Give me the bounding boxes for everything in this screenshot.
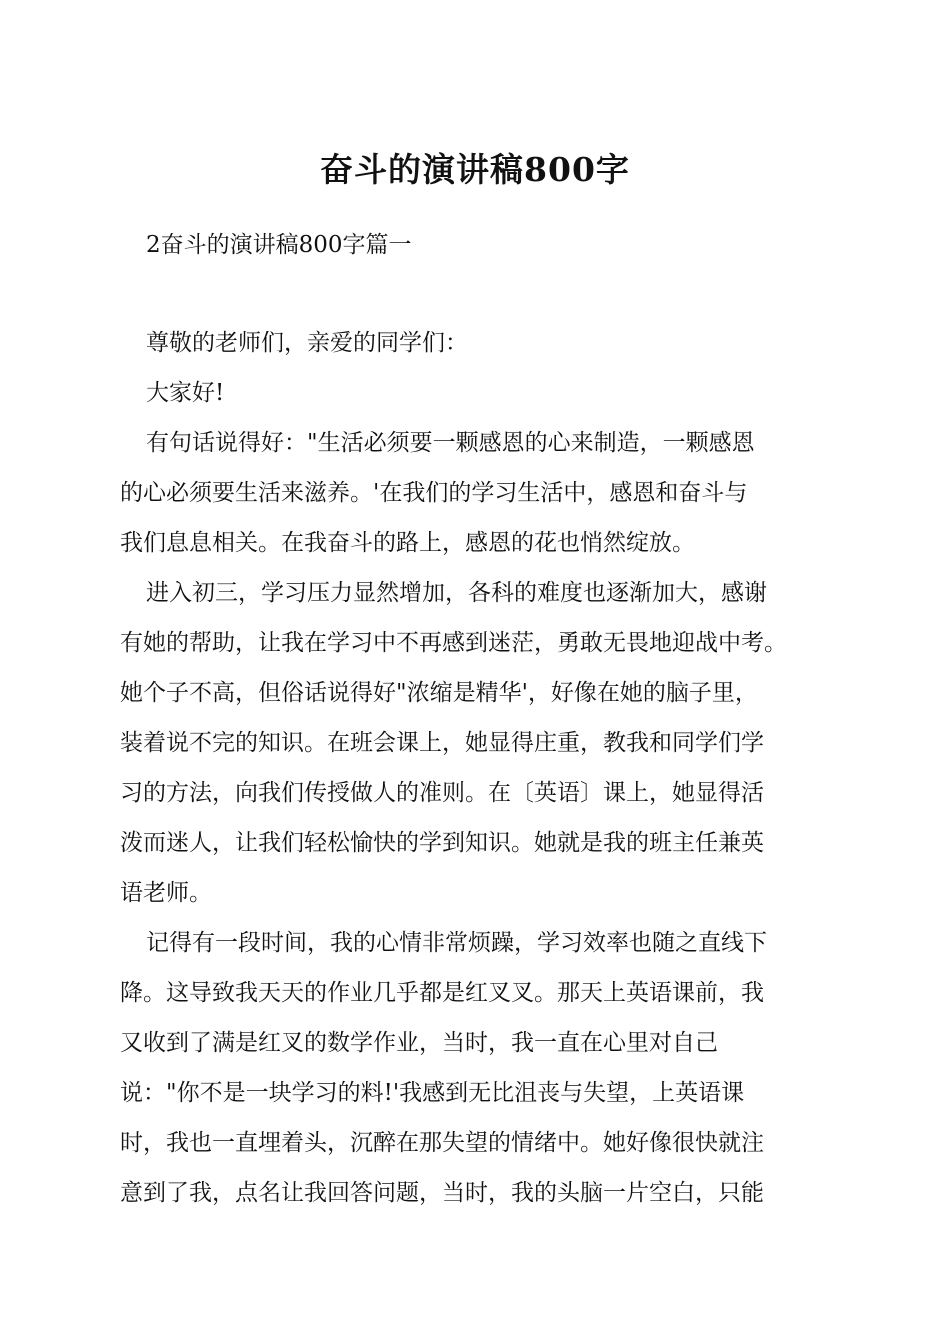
body-line: 进入初三，学习压力显然增加，各科的难度也逐渐加大，感谢: [146, 580, 767, 606]
body-line: 又收到了满是红叉的数学作业，当时，我一直在心里对自己: [120, 1030, 718, 1056]
body-line: 泼而迷人，让我们轻松愉快的学到知识。她就是我的班主任兼英: [120, 830, 764, 856]
body-line: 记得有一段时间，我的心情非常烦躁，学习效率也随之直线下: [146, 930, 767, 956]
body-line: 降。这导致我天天的作业几乎都是红叉叉。那天上英语课前，我: [120, 980, 764, 1006]
body-line: 意到了我，点名让我回答问题，当时，我的头脑一片空白，只能: [120, 1180, 764, 1206]
body-line: 装着说不完的知识。在班会课上，她显得庄重，教我和同学们学: [120, 730, 764, 756]
section-heading: 2奋斗的演讲稿800字篇一: [146, 232, 412, 258]
body-line: 语老师。: [120, 880, 212, 906]
body-line: 的心必须要生活来滋养。'在我们的学习生活中，感恩和奋斗与: [120, 480, 748, 506]
body-line: 有句话说得好："生活必须要一颗感恩的心来制造，一颗感恩: [146, 430, 755, 456]
body-line: 说："你不是一块学习的料!'我感到无比沮丧与失望，上英语课: [120, 1080, 745, 1106]
body-line: 习的方法，向我们传授做人的准则。在〔英语〕课上，她显得活: [120, 780, 764, 806]
document-title: 奋斗的演讲稿800字: [320, 150, 630, 189]
body-line: 我们息息相关。在我奋斗的路上，感恩的花也悄然绽放。: [120, 530, 695, 556]
body-line-salutation: 尊敬的老师们，亲爱的同学们：: [146, 330, 468, 356]
body-line: 时，我也一直埋着头，沉醉在那失望的情绪中。她好像很快就注: [120, 1130, 764, 1156]
body-line: 她个子不高，但俗话说得好"浓缩是精华'，好像在她的脑子里，: [120, 680, 758, 706]
body-line: 有她的帮助，让我在学习中不再感到迷茫，勇敢无畏地迎战中考。: [120, 630, 787, 656]
body-line-greeting: 大家好!: [146, 380, 225, 406]
